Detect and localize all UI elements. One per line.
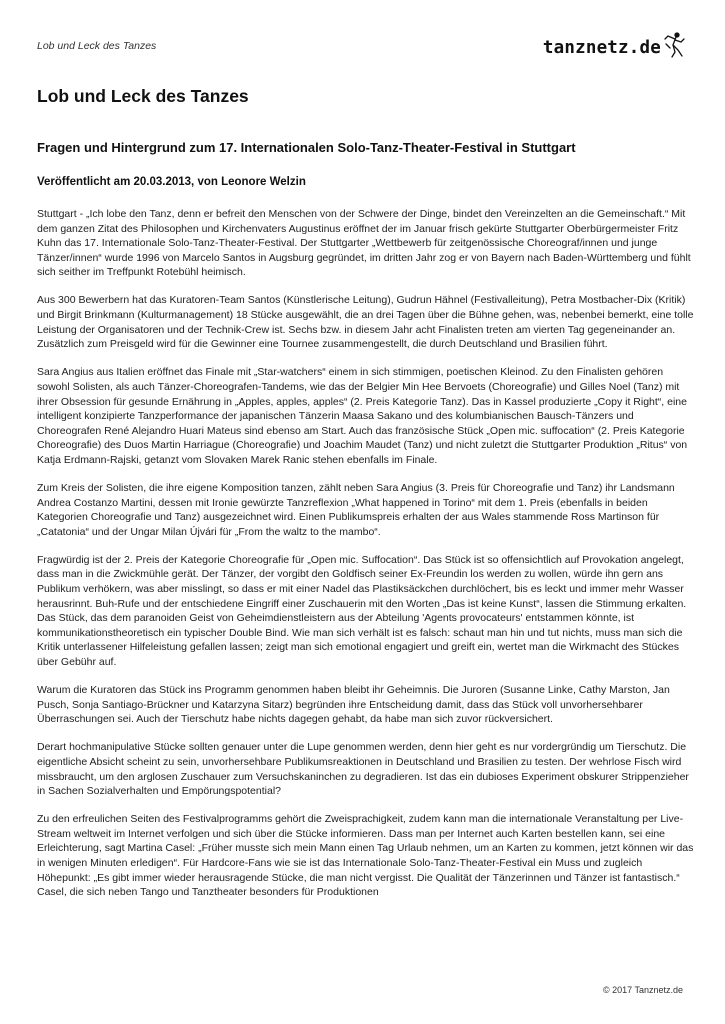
document-subtitle: Fragen und Hintergrund zum 17. Internationalen Solo-Tanz-Theater-Festival in Stuttgart bbox=[37, 140, 576, 155]
dancer-icon bbox=[663, 32, 685, 58]
page-header bbox=[37, 36, 685, 60]
article-paragraph: Zum Kreis der Solisten, die ihre eigene Komposition tanzen, zählt neben Sara Angius (3. Preis für Choreografie und Tanz) ihr Landsmann Andrea Costanzo Martini, dessen mit Ironie gewürzte Tanzreflexion „What happened in Torino“ mit dem 1. Preis (ebenfalls in beiden Kategorien Choreografie und Tanz) ausgezeichnet wird. Einen Publikumspreis erhalten der aus Wales stammende Ross Martinson für „Catatonia“ und der Ungar Milan Újvári für „From the waltz to the mambo“. bbox=[37, 482, 675, 538]
article-paragraph: Stuttgart - „Ich lobe den Tanz, denn er befreit den Menschen von der Schwere der Dinge, bindet den Vereinzelten an die Gemeinschaft.“ Mit dem ganzen Zitat des Philosophen und Kirchenvaters Augustinus eröffnet der im Januar frisch gekürte Stuttgarter Oberbürgermeister Fritz Kuhn das 17. Internationale Solo-Tanz-Theater-Festival. Der Stuttgarter „Wettbewerb für zeitgenössische Choreograf/innen und junge Tänzer/innen“ wurde 1996 von Marcelo Santos in Augsburg gegründet, im dritten Jahr zog er von Bayern nach Baden-Württemberg und fühlt sich seither im Treffpunkt Rotebühl heimisch. bbox=[37, 208, 691, 279]
article-paragraph: Fragwürdig ist der 2. Preis der Kategorie Choreografie für „Open mic. Suffocation“. Das Stück ist so offensichtlich auf Provokation angelegt, dass man in die Zwickmühle gerät. Der Tänzer, der vorgibt den Goldfisch seiner Ex-Freundin los werden zu wollen, würde ihn gern ans Publikum verhökern, was aber misslingt, so dass er mit einer Nadel das Plastiksäckchen durchlöchert, bis es leckt und immer mehr Wasser herausrinnt. Buh-Rufe und der entschiedene Eingriff einer Zuschauerin mit den Worten „Das ist keine Kunst“, lassen die Stimmung erkalten. Das Stück, das dem paranoiden Geist von Geheimdienstleistern aus der Abteilung 'Agents provocateurs' entstammen könnte, ist kommunikationstheoretisch ein typischer Double Bind. Wie man sich verhält ist es falsch: schaut man hin und tut nichts, muss man sich die Kritik unterlassener Hilfeleistung gefallen lassen; zeigt man sich emotional engagiert und greift ein, wertet man die Wirkmacht des Stückes über Gebühr auf. bbox=[37, 553, 687, 669]
document-title: Lob und Leck des Tanzes bbox=[37, 86, 249, 106]
article-paragraph: Zu den erfreulichen Seiten des Festivalprogramms gehört die Zweisprachigkeit, zudem kann man die internationale Veranstaltung per Live-Stream weltweit im Internet verfolgen und sich über die Stücke informieren. Dass man per Internet auch Karten bestellen kann, sei eine Erleichterung, sagt Martina Casel: „Früher musste sich mein Mann einen Tag Urlaub nehmen, um an Karten zu kommen, jetzt können wir das in wenigen Minuten erledigen“. Für Hardcore-Fans wie sie ist das Internationale Solo-Tanz-Theater-Festival ein Muss und zugleich Höhepunkt: „Es gibt immer wieder herausragende Stücke, die man nicht vergisst. Die Qualität der Tänzerinnen und Tänzer ist fantastisch.“ Casel, die sich neben Tango und Tanztheater besonders für Produktionen bbox=[37, 813, 694, 899]
article-paragraph: Warum die Kuratoren das Stück ins Programm genommen haben bleibt ihr Geheimnis. Die Juroren (Susanne Linke, Cathy Marston, Jan Pusch, Sonja Santiago-Brückner und Katarzyna Sitarz) begründen ihre Entscheidung damit, dass das Stück voll unvorhersehbarer Überraschungen sei. Auch der Tierschutz habe nichts dagegen gehabt, da habe man sich zuvor rückversichert. bbox=[37, 684, 670, 726]
publication-byline: Veröffentlicht am 20.03.2013, von Leonore Welzin bbox=[37, 176, 306, 188]
article-paragraph: Derart hochmanipulative Stücke sollten genauer unter die Lupe genommen werden, denn hier geht es nur vordergründig um Tierschutz. Die eigentliche Absicht scheint zu sein, unvorhersehbare Publikumsreaktionen in Deutschland und Brasilien zu testen. Der wehrlose Fisch wird missbraucht, um den arglosen Zuschauer zum Versuchskaninchen zu degradieren. Ist das ein dubioses Experiment obskurer Strippenzieher in Sachen Sozialverhalten und Empörungspotential? bbox=[37, 741, 689, 798]
tanznetz-logo[interactable] bbox=[543, 32, 685, 58]
article-body bbox=[37, 207, 697, 913]
footer-copyright: © 2017 Tanznetz.de bbox=[602, 985, 683, 995]
running-header-title: Lob und Leck des Tanzes bbox=[37, 40, 157, 52]
article-paragraph: Sara Angius aus Italien eröffnet das Finale mit „Star-watchers“ einem in sich stimmigen, poetischen Kleinod. Zu den Finalisten gehören sowohl Solisten, als auch Tänzer-Choreografen-Tandems, wie das der Belgier Min Hee Bervoets (Choreografie) und Gilles Noel (Tanz) mit ihrer Obsession für gesunde Ernährung in „Apples, apples, apples“ (2. Preis Kategorie Tanz). Das in Kassel produzierte „Copy it Right“, eine intelligent konzipierte Tanzperformance der japanischen Tänzerin Maasa Sakano und des kolumbianischen Bausch-Tänzers und Choreografen René Alejandro Huari Mateus sind ebenso am Start. Auch das französische Stück „Open mic. suffocation“ (2. Preis Kategorie Choreografie) des Duos Martin Harriague (Choreografie) und Joachim Maudet (Tanz) und nicht zuletzt die Stuttgarter Produktion „Ritus“ von Katja Erdmann-Rajski, getanzt vom Slovaken Marek Ranic stehen ebenfalls im Finale. bbox=[37, 366, 688, 466]
article-paragraph: Aus 300 Bewerbern hat das Kuratoren-Team Santos (Künstlerische Leitung), Gudrun Hähnel (Festivalleitung), Petra Mostbacher-Dix (Kritik) und Birgit Brinkmann (Kulturmanagement) 18 Stücke ausgewählt, die an drei Tagen über die Bühne gehen, was, nebenbei bemerkt, eine tolle Leistung der Organisatoren und der Technik-Crew ist. Sechs bzw. in diesem Jahr acht Finalisten treten am vierten Tag gegeneinander an. Zusätzlich zum Preisgeld wird für die Gewinner eine Tournee zusammengestellt, die durch Deutschland und Brasilien führt. bbox=[37, 294, 694, 351]
logo-text: tanznetz.de bbox=[542, 38, 661, 58]
